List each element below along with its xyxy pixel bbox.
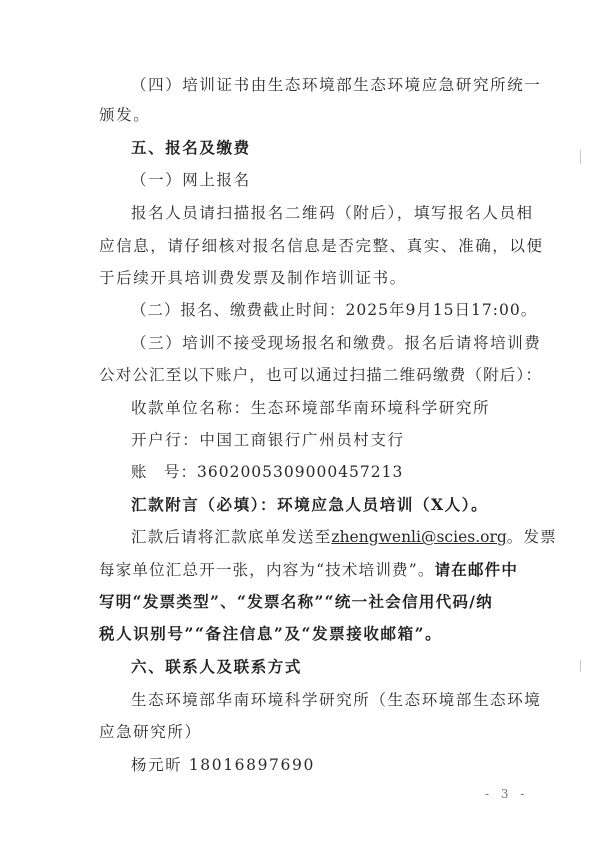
scan-edge-mark	[580, 660, 581, 672]
invoice-text-bold: 请在邮件中	[434, 560, 519, 579]
registration-text-line-2: 应信息，请仔细核对报名信息是否完整、真实、准确，以便	[99, 237, 544, 255]
invoice-text-line-4: 税人识别号”“备注信息”及“发票接收邮箱”。	[99, 624, 443, 643]
payment-text-line-1: （三）培训不接受现场报名和缴费。报名后请将培训费	[131, 334, 542, 352]
paragraph-certificate-line-1: （四）培训证书由生态环境部生态环境应急研究所统一	[131, 76, 542, 94]
account-number-line: 账 号：3602005309000457213	[131, 463, 404, 481]
contact-org-line-1: 生态环境部华南环境科学研究所（生态环境部生态环境	[131, 691, 542, 709]
registration-text-line-3: 于后续开具培训费发票及制作培训证书。	[99, 269, 407, 287]
remittance-note-line: 汇款附言（必填）：环境应急人员培训（X人）。	[131, 495, 489, 514]
subsection-online-registration: （一）网上报名	[131, 171, 251, 189]
invoice-text-prefix: 汇款后请将汇款底单发送至	[131, 528, 332, 546]
page-number: - 3 -	[485, 787, 529, 801]
invoice-text-line-3: 写明“发票类型”、“发票名称”“统一社会信用代码/纳	[99, 592, 494, 611]
paragraph-certificate-line-2: 颁发。	[99, 106, 151, 124]
payee-name-line: 收款单位名称：生态环境部华南环境科学研究所	[131, 399, 491, 417]
payment-text-line-2: 公对公汇至以下账户，也可以通过扫描二维码缴费（附后）：	[99, 366, 543, 384]
deadline-line: （二）报名、缴费截止时间：2025年9月15日17:00。	[131, 301, 538, 319]
contact-org-line-2: 应急研究所）	[99, 723, 202, 741]
section-5-heading: 五、报名及缴费	[131, 138, 251, 157]
bank-line: 开户行：中国工商银行广州员村支行	[131, 431, 405, 449]
contact-person-line: 杨元昕 18016897690	[131, 756, 315, 774]
registration-text-line-1: 报名人员请扫描报名二维码（附后），填写报名人员相	[131, 204, 534, 222]
invoice-text-line-1	[131, 527, 557, 547]
section-6-heading: 六、联系人及联系方式	[131, 657, 303, 676]
invoice-text-line-2	[99, 560, 518, 580]
invoice-text-suffix: 。发票	[506, 528, 557, 546]
scan-edge-mark	[580, 150, 581, 164]
email-link[interactable]: zhengwenli@scies.org	[331, 528, 507, 546]
invoice-text-plain: 每家单位汇总开一张，内容为“技术培训费”。	[99, 561, 435, 579]
